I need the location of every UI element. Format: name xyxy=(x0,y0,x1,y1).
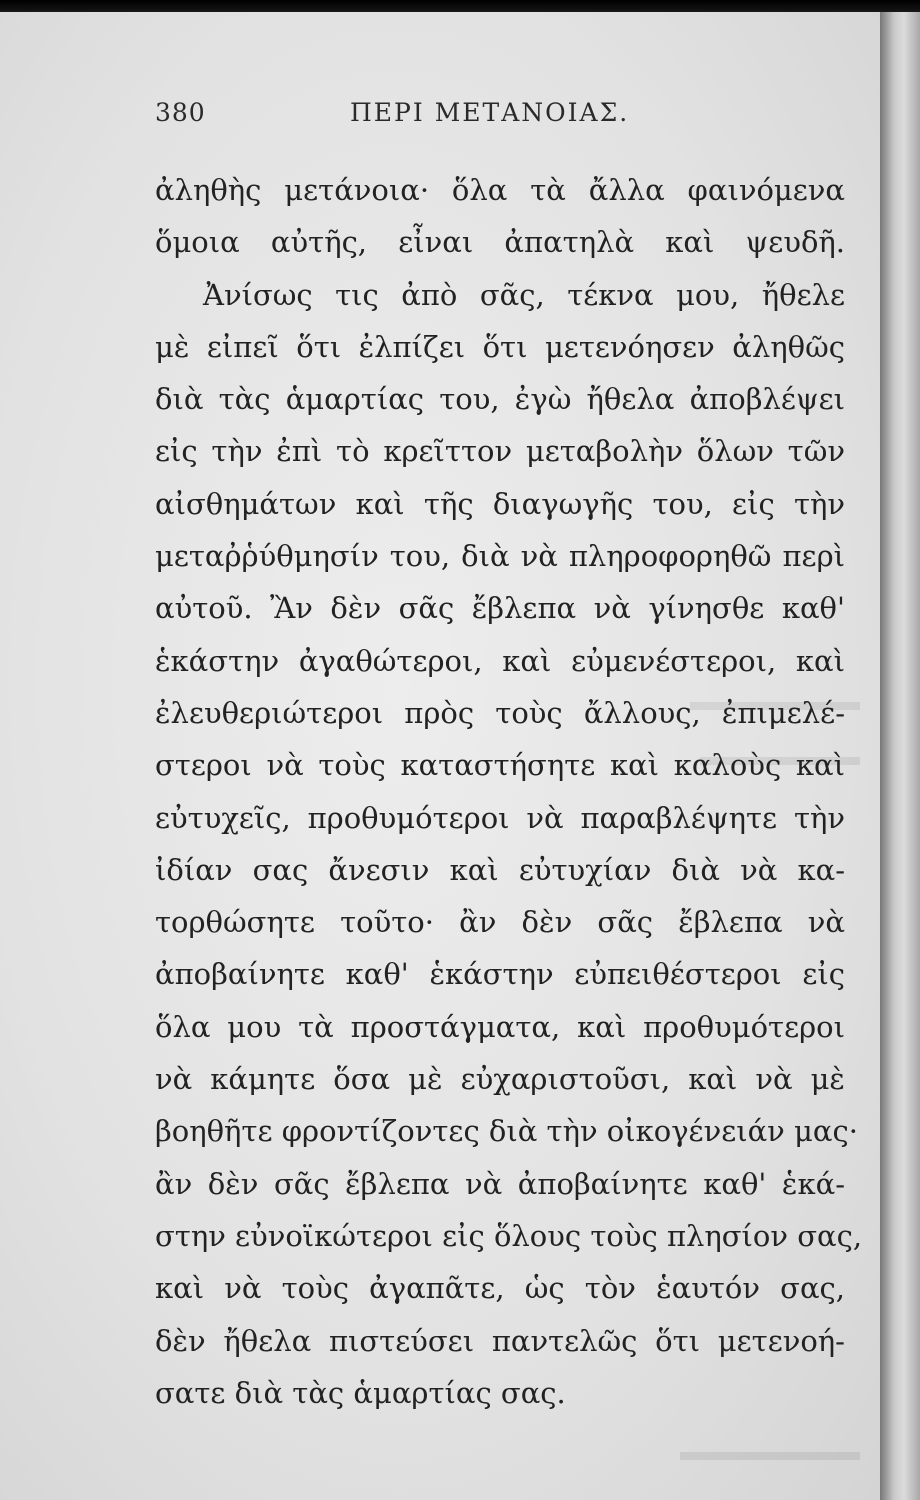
text-line: ἐλευθεριώτεροι πρὸς τοὺς ἄλλους, ἐπιμελέ- xyxy=(155,695,845,730)
text-line: μεταῤῥύθμησίν του, διὰ νὰ πληροφορηθῶ περὶ xyxy=(155,539,845,574)
text-line: ἀληθὴς μετάνοια· ὅλα τὰ ἄλλα φαινόμενα xyxy=(155,173,845,207)
book-page xyxy=(0,12,880,1500)
text-line: εὐτυχεῖς, προθυμότεροι νὰ παραβλέψητε τὴν xyxy=(155,800,845,835)
text-line: μὲ εἰπεῖ ὅτι ἐλπίζει ὅτι μετενόησεν ἀληθῶς xyxy=(155,329,845,364)
page-number: 380 xyxy=(155,98,206,127)
text-line: στην εὐνοϊκώτεροι εἰς ὅλους τοὺς πλησίον σας, xyxy=(155,1218,863,1253)
text-line: σατε διὰ τὰς ἁμαρτίας σας. xyxy=(155,1375,566,1410)
text-line: διὰ τὰς ἁμαρτίας του, ἐγὼ ἤθελα ἀποβλέψει xyxy=(155,382,845,417)
text-line: στεροι νὰ τοὺς καταστήσητε καὶ καλοὺς καὶ xyxy=(155,748,845,783)
text-line: καὶ νὰ τοὺς ἀγαπᾶτε, ὡς τὸν ἑαυτόν σας, xyxy=(155,1271,845,1306)
text-line: ἀποβαίνητε καθ' ἑκάστην εὐπειθέστεροι εἰς xyxy=(155,957,845,992)
text-line: βοηθῆτε φροντίζοντες διὰ τὴν οἰκογένειάν μας· xyxy=(155,1114,858,1149)
text-line: ὅμοια αὐτῆς, εἶναι ἀπατηλὰ καὶ ψευδῆ. xyxy=(155,225,845,260)
text-line: ἑκάστην ἀγαθώτεροι, καὶ εὐμενέστεροι, καὶ xyxy=(155,643,845,678)
text-line: Ἀνίσως τις ἀπὸ σᾶς, τέκνα μου, ἤθελε xyxy=(203,277,845,312)
text-line: ὅλα μου τὰ προστάγματα, καὶ προθυμότεροι xyxy=(155,1009,845,1044)
text-line: ἰδίαν σας ἄνεσιν καὶ εὐτυχίαν διὰ νὰ κα- xyxy=(155,852,845,887)
adjacent-page-edge xyxy=(880,12,920,1500)
text-line: τορθώσητε τοῦτο· ἂν δὲν σᾶς ἔβλεπα νὰ xyxy=(155,905,845,940)
text-line: αἰσθημάτων καὶ τῆς διαγωγῆς του, εἰς τὴν xyxy=(155,486,845,521)
body-text xyxy=(155,164,863,1419)
text-line: δὲν ἤθελα πιστεύσει παντελῶς ὅτι μετενοή- xyxy=(155,1323,845,1358)
text-line: νὰ κάμητε ὅσα μὲ εὐχαριστοῦσι, καὶ νὰ μὲ xyxy=(155,1062,845,1097)
text-line: αὐτοῦ. Ἂν δὲν σᾶς ἔβλεπα νὰ γίνησθε καθ' xyxy=(155,591,845,626)
running-head: ΠΕΡΙ ΜΕΤΑΝΟΙΑΣ. xyxy=(350,98,630,127)
text-line: εἰς τὴν ἐπὶ τὸ κρεῖττον μεταβολὴν ὅλων τῶν xyxy=(155,434,845,469)
page-header xyxy=(155,98,825,134)
text-line: ἂν δὲν σᾶς ἔβλεπα νὰ ἀποβαίνητε καθ' ἑκά- xyxy=(155,1166,845,1201)
